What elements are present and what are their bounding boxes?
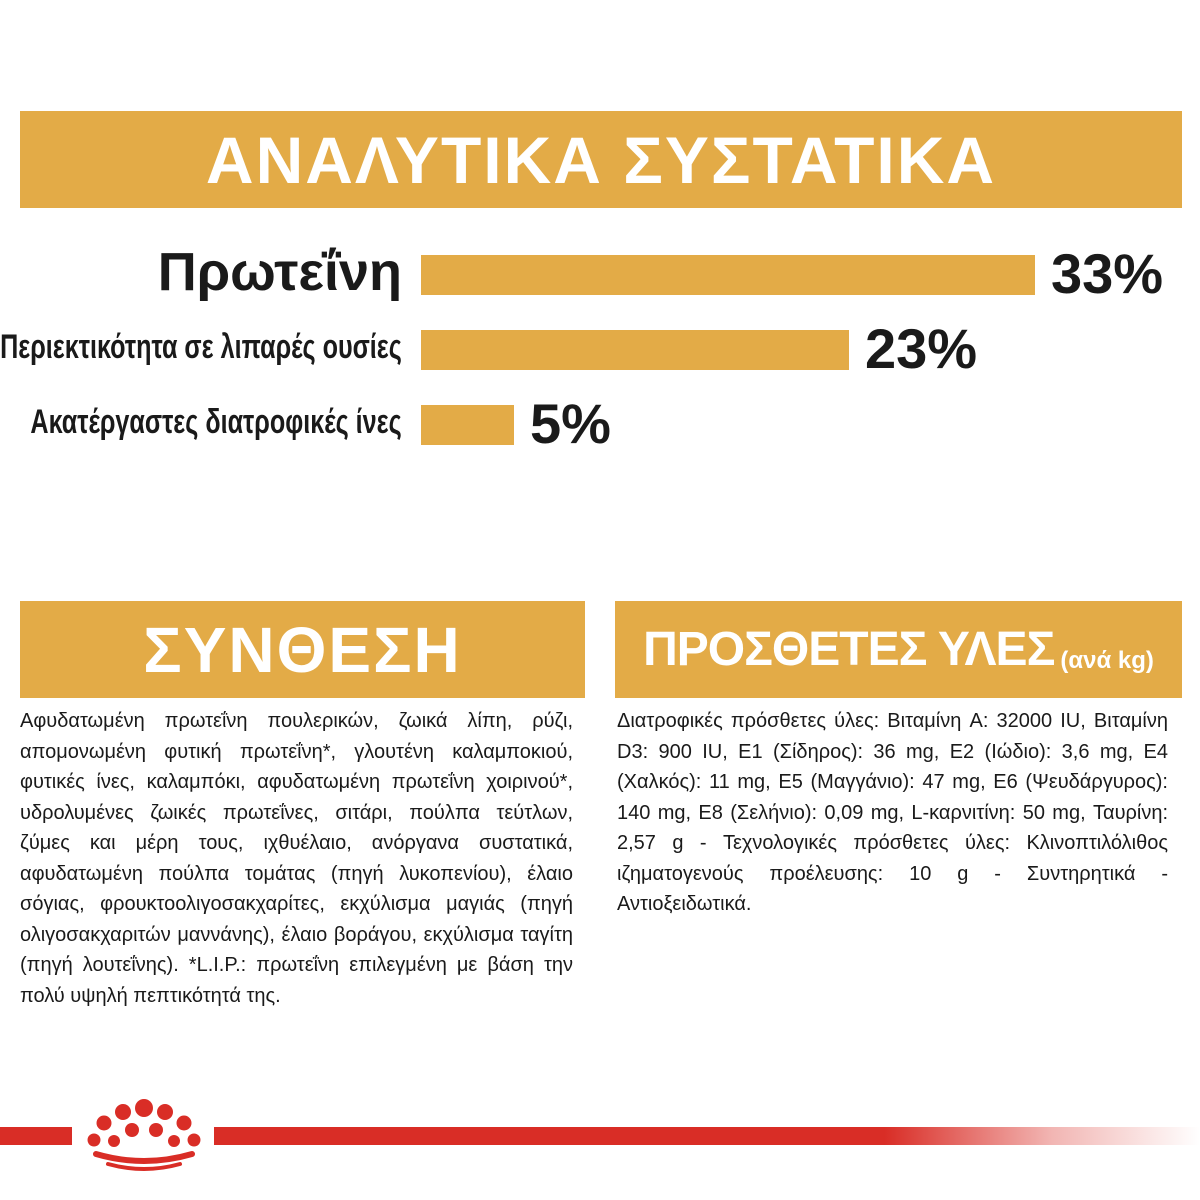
royal-canin-crown-icon	[80, 1096, 208, 1172]
bar-value-1: 33%	[1051, 242, 1164, 305]
composition-text: Αφυδατωμένη πρωτεΐνη πουλερικών, ζωικά λίπη, ρύζι, απομονωμένη φυτική πρωτεΐνη*, γλουτένη καλαμποκιού, φυτικές ίνες, καλαμπόκι, αφυδατωμένη πρωτεΐνη χοιρινού*, υδρολυμένες ζωικές πρωτεΐνες, σιτάρι, πούλπα τεύτλων, ζύμες και μέρη τους, ιχθυέλαιο, ανόργανα συστατικά, αφυδατωμένη πούλπα τομάτας (πηγή λυκοπενίου), έλαιο σόγιας, φρουκτοολιγοσακχαρίτες, εκχύλισμα μαγιάς (πηγή ολιγοσακχαριτών μαννάνης), έλαιο βοράγου, εκχύλισμα ταγίτη (πηγή λουτεΐνης). *L.I.P.: πρωτεΐνη επιλεγμένη με βάση την πολύ υψηλή πεπτικότητά της.	[20, 710, 573, 1007]
bar-value-2: 23%	[865, 317, 978, 380]
composition-title: ΣΥΝΘΕΣΗ	[143, 613, 462, 686]
additives-title: ΠΡΟΣΘΕΤΕΣ ΥΛΕΣ	[643, 623, 1055, 676]
footer-line-right	[214, 1127, 1200, 1145]
bar-1	[421, 255, 1035, 295]
additives-banner	[615, 601, 1182, 698]
bar-3	[421, 405, 514, 445]
bar-value-3: 5%	[530, 392, 611, 455]
composition-banner	[20, 601, 585, 698]
bar-label-1: Πρωτεΐνη	[157, 242, 402, 302]
additives-subtitle: (ανά kg)	[1060, 646, 1154, 674]
additives-text: Διατροφικές πρόσθετες ύλες: Βιταμίνη A: 32000 IU, Βιταμίνη D3: 900 IU, E1 (Σίδηρος): 36 mg, E2 (Ιώδιο): 3,6 mg, E4 (Χαλκός): 11 mg, E5 (Μαγγάνιο): 47 mg, E6 (Ψευδάργυρος): 140 mg, E8 (Σελήνιο): 0,09 mg, L-καρνιτίνη: 50 mg, Ταυρίνη: 2,57 g - Τεχνολογικές πρόσθετες ύλες: Κλινοπτιλόλιθος ιζηματογενούς προέλευσης: 10 g - Συντηρητικά - Αντιοξειδωτικά.	[617, 710, 1168, 915]
bar-label-2: Περιεκτικότητα σε λιπαρές ουσίες	[0, 328, 402, 366]
bar-label-3: Ακατέργαστες διατροφικές ίνες	[30, 403, 402, 441]
analytical-constituents-title: ΑΝΑΛΥΤΙΚΑ ΣΥΣΤΑΤΙΚΑ	[205, 122, 997, 197]
footer-line-left	[0, 1127, 72, 1145]
bar-2	[421, 330, 849, 370]
analytical-constituents-banner	[20, 111, 1182, 208]
